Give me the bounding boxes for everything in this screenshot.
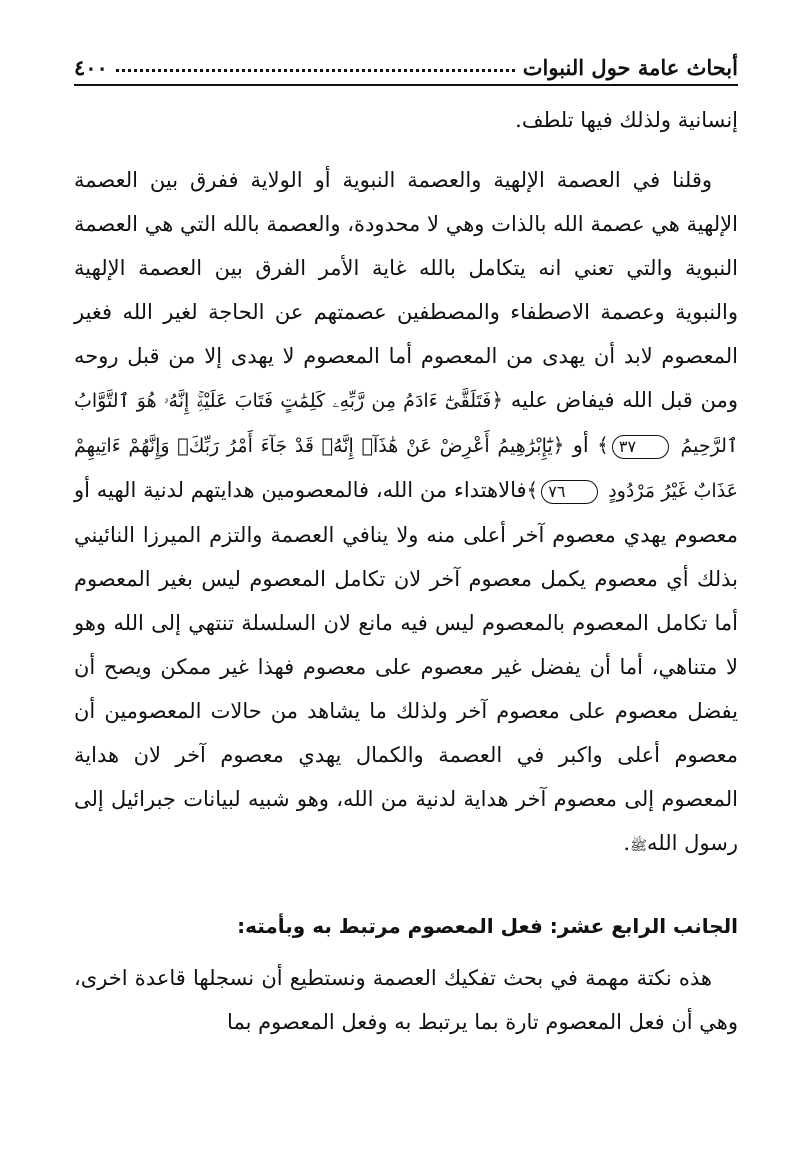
quran-bracket-close-icon: ﴾ <box>526 478 539 502</box>
salawat-symbol: ﷺ <box>630 838 648 854</box>
paragraph-text: هذه نكتة مهمة في بحث تفكيك العصمة ونستطيع أن نسجلها قاعدة اخرى، وهي أن فعل المعصوم تارة بما يرتبط به وفعل المعصوم بما <box>74 966 738 1034</box>
quran-bracket-open-icon: ﴿ <box>491 388 504 412</box>
book-page <box>74 40 738 1044</box>
main-text <box>74 98 738 868</box>
page-header <box>74 40 738 86</box>
paragraph-continuation <box>74 98 738 142</box>
ayah-number: ٧٦ <box>541 480 598 504</box>
quran-bracket-open-icon: ﴿ <box>552 433 565 457</box>
conjunction-text: أو <box>572 433 589 457</box>
ayah-number: ٣٧ <box>612 435 669 459</box>
page-number: ٤٠٠ <box>74 55 108 80</box>
quran-verse: فَتَلَقَّىٰٓ ءَادَمُ مِن رَّبِّهِۦ كَلِمَٰتٍ فَتَابَ عَلَيْهِۚ إِنَّهُۥ هُوَ ٱلتَّوَّابُ ٱلرَّحِيمُ <box>74 390 738 457</box>
section-text <box>74 956 738 1044</box>
quran-verse: يَٰٓإِبْرَٰهِيمُ أَعْرِضْ عَنْ هَٰذَآۖ إِنَّهُۥ قَدْ جَآءَ أَمْرُ رَبِّكَۖ وَإِنَّهُمْ ءَاتِيهِمْ عَذَابٌ غَيْرُ مَرْدُودٍ <box>74 435 738 502</box>
header-dot-leader <box>116 69 515 72</box>
quran-bracket-close-icon: ﴾ <box>597 433 609 457</box>
section-heading: الجانب الرابع عشر: فعل المعصوم مرتبط به وبأمته: <box>237 914 738 938</box>
running-title: أبحاث عامة حول النبوات <box>522 55 738 80</box>
paragraph-text: وقلنا في العصمة الإلهية والعصمة النبوية أو الولاية ففرق بين العصمة الإلهية هي عصمة الله بالذات وهي لا محدودة، والعصمة بالله التي هي العصمة النبوية والتي تعني انه يتكامل بالله غاية الأمر الفرق بين العصمة الإلهية والنبوية وعصمة الاصطفاء والمصطفين عصمتهم عن الحاجة لغير الله فغير المعصوم لابد أن يهدى من المعصوم أما المعصوم لا يهدى إلا من قبل روحه ومن قبل الله فيفاض عليه <box>74 168 738 412</box>
paragraph-infallibility: وقلنا في العصمة الإلهية والعصمة النبوية أو الولاية ففرق بين العصمة الإلهية هي عصمة الله بالذات وهي لا محدودة، والعصمة بالله التي هي العصمة النبوية والتي تعني انه يتكامل بالله غاية الأمر الفرق بين العصمة الإلهية والنبوية وعصمة الاصطفاء والمصطفين عصمتهم عن الحاجة لغير الله فغير المعصوم لابد أن يهدى من المعصوم أما المعصوم لا يهدى إلا من قبل روحه ومن قبل الله فيفاض عليه ﴿فَتَلَقَّىٰٓ ءَادَمُ مِن رَّبِّهِۦ كَلِمَٰتٍ فَتَابَ عَلَيْهِۚ إِنَّهُۥ هُوَ ٱلتَّوَّابُ ٱلرَّحِيمُ ٣٧﴾ أو ﴿يَٰٓإِبْرَٰهِيمُ أَعْرِضْ عَنْ هَٰذَآۖ إِنَّهُۥ قَدْ جَآءَ أَمْرُ رَبِّكَۖ وَإِنَّهُمْ ءَاتِيهِمْ عَذَابٌ غَيْرُ مَرْدُودٍ ٧٦﴾فالاهتداء من الله، فالمعصومين هدايتهم لدنية الهيه أو معصوم يهدي معصوم آخر أعلى منه ولا ينافي العصمة والتزم الميرزا النائيني بذلك أي معصوم يكمل معصوم آخر لان تكامل المعصوم ليس بغير المعصوم أما تكامل المعصوم بالمعصوم ليس فيه مانع لان السلسلة تنتهي إلى الله وهو لا متناهي، أما أن يفضل غير معصوم على معصوم فهذا غير ممكن ويصح أن يفضل معصوم على معصوم آخر ولذلك ما يشاهد من حالات المعصومين أن معصوم أعلى واكبر في العصمة والكمال يهدي معصوم آخر لان هداية المعصوم إلى معصوم آخر هداية لدنية من الله، وهو شبيه لبيانات جبرائيل إلى رسول اللهﷺ. <box>74 168 738 855</box>
paragraph-text: فالاهتداء من الله، فالمعصومين هدايتهم لدنية الهيه أو معصوم يهدي معصوم آخر أعلى منه ولا ينافي العصمة والتزم الميرزا النائيني بذلك أي معصوم يكمل معصوم آخر لان تكامل المعصوم ليس بغير المعصوم أما تكامل المعصوم بالمعصوم ليس فيه مانع لان السلسلة تنتهي إلى الله وهو لا متناهي، أما أن يفضل غير معصوم على معصوم فهذا غير ممكن ويصح أن يفضل معصوم على معصوم آخر ولذلك ما يشاهد من حالات المعصومين أن معصوم أعلى واكبر في العصمة والكمال يهدي معصوم آخر لان هداية المعصوم إلى معصوم آخر هداية لدنية من الله، وهو شبيه لبيانات جبرائيل إلى رسول الله <box>74 478 738 855</box>
paragraph-text: إنسانية ولذلك فيها تلطف. <box>515 108 738 132</box>
